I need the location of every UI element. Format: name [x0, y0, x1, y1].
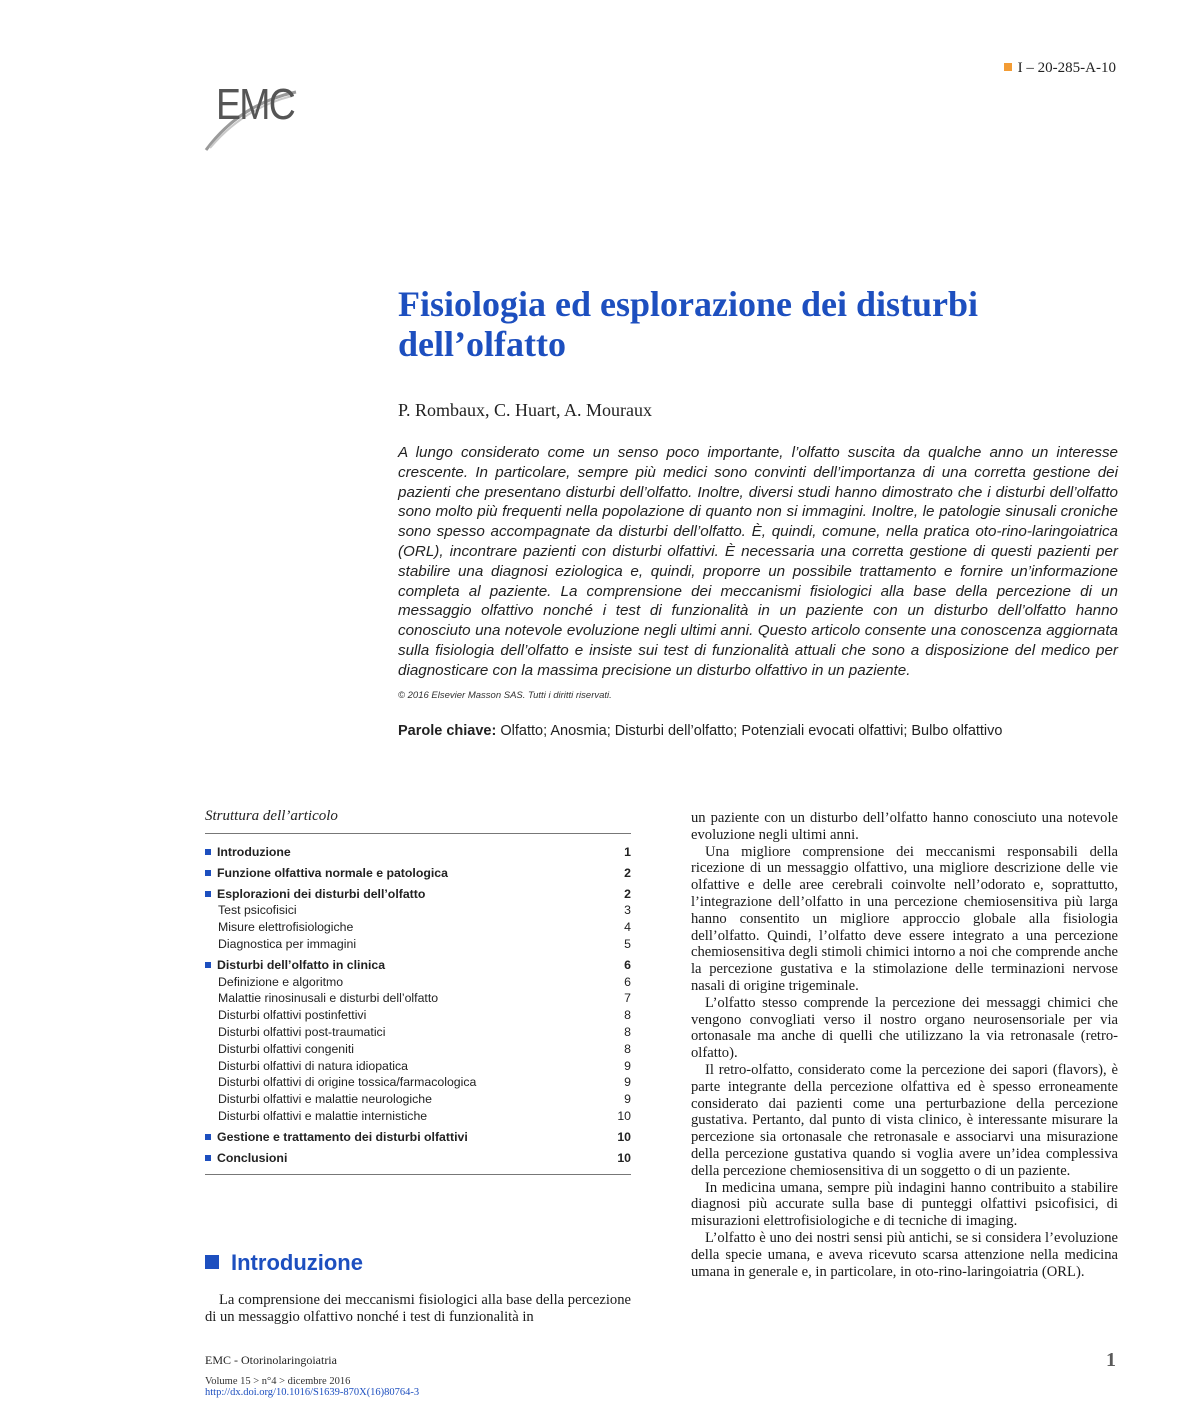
toc-item-label: Misure elettrofisiologiche — [218, 920, 354, 935]
toc-item[interactable] — [205, 1129, 631, 1146]
table-of-contents — [205, 808, 631, 1175]
toc-item-label: Test psicofisici — [218, 903, 297, 918]
toc-item-label: Malattie rinosinusali e disturbi dell’olfatto — [218, 991, 439, 1006]
copyright-notice: © 2016 Elsevier Masson SAS. Tutti i diritti riservati. — [398, 690, 612, 701]
toc-item[interactable] — [205, 1091, 631, 1108]
toc-item[interactable] — [205, 1007, 631, 1024]
right-column-body — [691, 810, 1118, 1280]
toc-item-page: 2 — [624, 886, 631, 901]
toc-item-label: Definizione e algoritmo — [218, 974, 344, 989]
toc-item-page: 6 — [624, 974, 631, 989]
footer-journal: EMC - Otorinolaringoiatria — [205, 1353, 337, 1367]
toc-item-page: 4 — [624, 920, 631, 935]
toc-item-page: 9 — [624, 1092, 631, 1107]
keywords-list: Olfatto; Anosmia; Disturbi dell’olfatto; Potenziali evocati olfattivi; Bulbo olfattivo — [500, 723, 1003, 739]
toc-item-label: Disturbi olfattivi di origine tossica/farmacologica — [218, 1075, 477, 1090]
toc-item[interactable] — [205, 990, 631, 1007]
toc-item-label: Introduzione — [205, 844, 291, 861]
toc-item-label: Disturbi olfattivi e malattie neurologiche — [218, 1092, 432, 1107]
page-number: 1 — [1106, 1349, 1116, 1371]
body-paragraph: un paziente con un disturbo dell’olfatto hanno conosciuto una notevole evoluzione negli ultimi anni. — [691, 810, 1118, 843]
toc-item[interactable] — [205, 919, 631, 936]
left-column-body — [205, 1292, 631, 1326]
toc-item-label: Disturbi olfattivi di natura idiopatica — [218, 1058, 409, 1073]
body-paragraph: L’olfatto è uno dei nostri sensi più antichi, se si considera l’evoluzione della specie umana, e aveva ricevuto scarsa attenzione nella medicina umana in generale e, in particolare, in oto-rino-laringoiatria (ORL). — [691, 1229, 1118, 1280]
logo-text: EMC — [216, 80, 295, 129]
toc-item[interactable] — [205, 1024, 631, 1041]
orange-square-icon — [1004, 63, 1012, 71]
toc-item-page: 10 — [617, 1129, 631, 1144]
toc-item-label: Conclusioni — [205, 1150, 287, 1167]
toc-item[interactable] — [205, 1041, 631, 1058]
toc-item-page: 2 — [624, 865, 631, 880]
toc-item[interactable] — [205, 957, 631, 974]
toc-item-page: 3 — [624, 903, 631, 918]
section-heading-text: Introduzione — [231, 1250, 363, 1275]
toc-list — [205, 834, 631, 1174]
keywords-label: Parole chiave: — [398, 723, 497, 739]
toc-item[interactable] — [205, 1058, 631, 1075]
toc-item-label: Disturbi olfattivi e malattie internistiche — [218, 1108, 428, 1123]
toc-item[interactable] — [205, 1074, 631, 1091]
toc-item[interactable] — [205, 865, 631, 882]
toc-title: Struttura dell’articolo — [205, 808, 338, 824]
toc-item-label: Gestione e trattamento dei disturbi olfattivi — [205, 1129, 468, 1146]
article-abstract: A lungo considerato come un senso poco importante, l’olfatto suscita da qualche anno un interesse crescente. In particolare, sempre più medici sono convinti dell’importanza di una corretta gestione dei pazienti che presentano disturbi dell’olfatto. Inoltre, diversi studi hanno dimostrato che i disturbi dell’olfatto sono molto più frequenti nella popolazione di quanto non si immagini. Inoltre, le patologie sinusali croniche sono spesso accompagnate da disturbi dell’olfatto. È, quindi, comune, nella pratica oto-rino-laringoiatrica (ORL), incontrare pazienti con disturbi olfattivi. È necessaria una corretta gestione di questi pazienti per stabilire una diagnosi eziologica e, quindi, proporre un possibile trattamento e fornire un’informazione completa al paziente. La comprensione dei meccanismi fisiologici alla base della percezione di un messaggio olfattivo nonché i test di funzionalità in un paziente con un disturbo dell’olfatto hanno conosciuto una notevole evoluzione negli ultimi anni. Questo articolo consente una conoscenza aggiornata sulla fisiologia dell’olfatto e insiste sui test di funzionalità attuali che sono a disposizione del medico per diagnosticare con la massima precisione un disturbo olfattivo in un paziente. — [398, 444, 1118, 679]
toc-item[interactable] — [205, 974, 631, 991]
toc-item[interactable] — [205, 936, 631, 953]
toc-item-page: 8 — [624, 1008, 631, 1023]
emc-logo — [200, 74, 300, 154]
keywords — [398, 723, 1118, 739]
footer-doi-link[interactable]: http://dx.doi.org/10.1016/S1639-870X(16)80764-3 — [205, 1387, 420, 1398]
body-paragraph: In medicina umana, sempre più indagini hanno contribuito a stabilire diagnosi più accurate sulla base di punteggi olfattivi psicofisici, di misurazioni elettrofisiologiche e di tecniche di imaging. — [691, 1179, 1118, 1230]
toc-item-page: 8 — [624, 1024, 631, 1039]
toc-item-page: 9 — [624, 1058, 631, 1073]
body-paragraph: Una migliore comprensione dei meccanismi responsabili della ricezione di un messaggio olfattivo, una migliore descrizione delle vie olfattive e delle aree cerebrali coinvolte nell’odorato e, soprattutto, l’integrazione dell’olfatto in una percezione chemiosensitiva più larga hanno consentito un migliore approccio globale alla fisiologia dell’olfatto. Quindi, l’olfatto deve essere integrato a una percezione chemiosensitiva degli stimoli chimici intorno a noi che comprende anche la percezione gustativa e la stimolazione delle terminazioni nervose nasali di origine trigeminale. — [691, 843, 1118, 994]
body-paragraph: Il retro-olfatto, considerato come la percezione dei sapori (flavors), è parte integrante della percezione olfattiva ed è spesso erroneamente considerato dai pazienti come una perturbazione della percezione gustativa. Pertanto, dal punto di vista clinico, è interessante misurare la percezione sia ortonasale che retronasale e associarvi una misurazione della percezione gustativa quando si voglia avere un’idea complessiva della percezione chemiosensitiva di un soggetto o di un paziente. — [691, 1061, 1118, 1179]
toc-item[interactable] — [205, 1108, 631, 1125]
toc-item[interactable] — [205, 886, 631, 903]
toc-item-label: Diagnostica per immagini — [218, 936, 357, 951]
toc-item-label: Esplorazioni dei disturbi dell’olfatto — [205, 886, 425, 903]
toc-item-label: Disturbi olfattivi postinfettivi — [218, 1008, 367, 1023]
body-paragraph: La comprensione dei meccanismi fisiologici alla base della percezione di un messaggio olfattivo nonché i test di funzionalità in — [205, 1292, 631, 1325]
document-code-text: I – 20-285-A-10 — [1017, 60, 1116, 76]
toc-item-page: 6 — [624, 957, 631, 972]
toc-item[interactable] — [205, 1150, 631, 1167]
toc-item-page: 7 — [624, 991, 631, 1006]
toc-item-page: 1 — [624, 845, 631, 859]
section-heading-introduzione — [205, 1250, 363, 1276]
toc-item-label: Disturbi dell’olfatto in clinica — [205, 957, 385, 974]
blue-square-icon — [205, 1255, 219, 1269]
toc-item-page: 5 — [624, 936, 631, 951]
toc-item[interactable] — [205, 844, 631, 861]
toc-item-page: 8 — [624, 1041, 631, 1056]
toc-bottom-rule — [205, 1174, 631, 1175]
body-paragraph: L’olfatto stesso comprende la percezione dei messaggi chimici che vengono convogliati verso il nostro organo neurosensoriale per via ortonasale ma anche di quelli che utilizzano la via retronasale (retro-olfatto). — [691, 994, 1118, 1062]
document-code — [1004, 60, 1116, 77]
toc-item-page: 10 — [617, 1108, 631, 1123]
article-title: Fisiologia ed esplorazione dei disturbi dell’olfatto — [398, 284, 979, 364]
toc-item-label: Disturbi olfattivi post-traumatici — [218, 1024, 386, 1039]
article-authors: P. Rombaux, C. Huart, A. Mouraux — [398, 400, 652, 420]
toc-item[interactable] — [205, 902, 631, 919]
toc-item-page: 10 — [617, 1150, 631, 1165]
footer-volume: Volume 15 > n°4 > dicembre 2016 — [205, 1376, 351, 1387]
toc-item-page: 9 — [624, 1075, 631, 1090]
toc-item-label: Funzione olfattiva normale e patologica — [205, 865, 448, 882]
toc-item-label: Disturbi olfattivi congeniti — [218, 1041, 355, 1056]
